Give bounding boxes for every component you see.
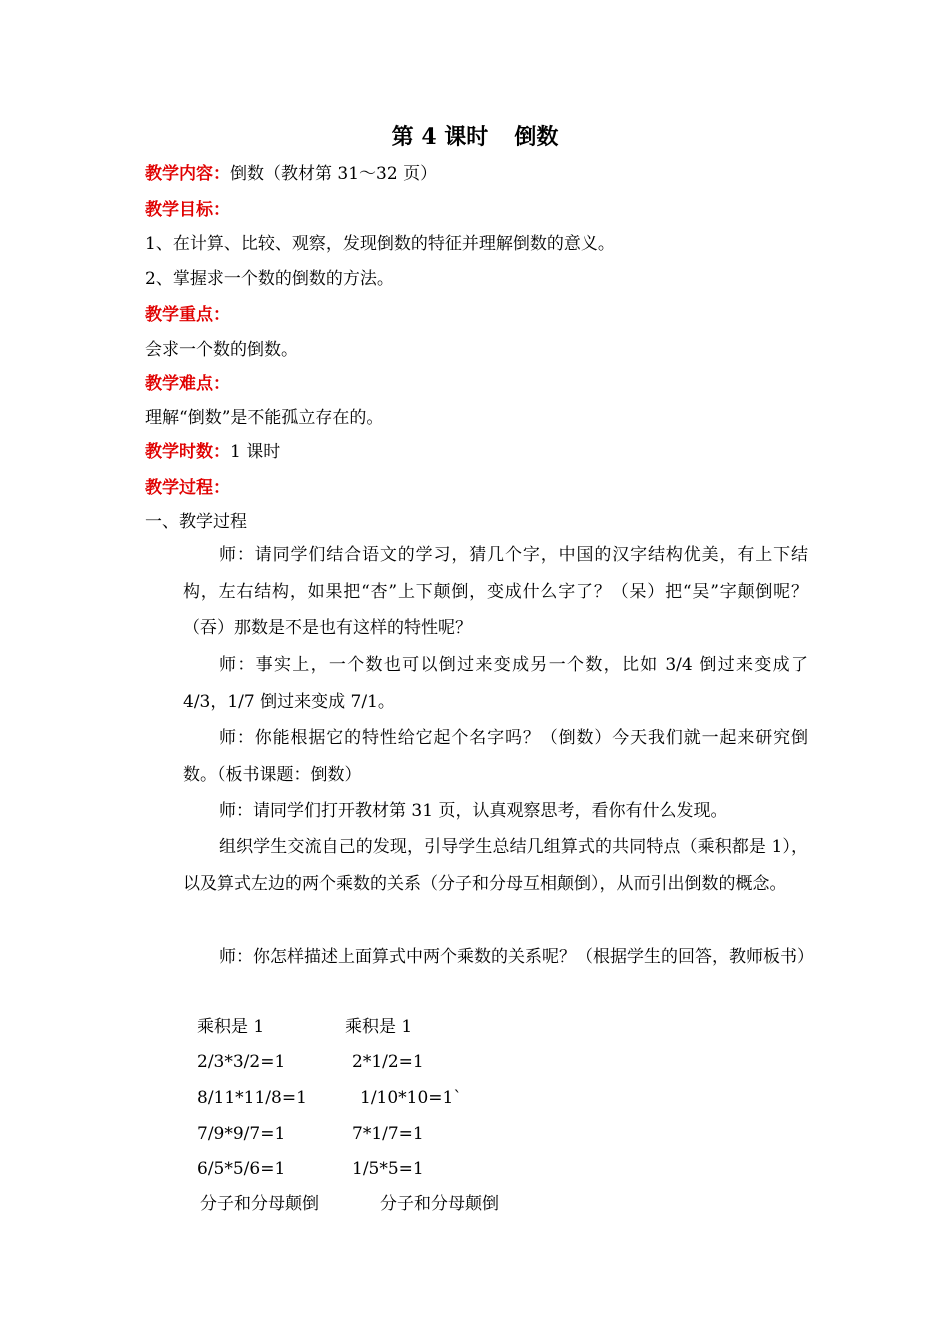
board-right-equation: 1/10*10=1`	[360, 1088, 462, 1108]
objectives-label: 教学目标：	[145, 200, 230, 220]
board-left-heading: 乘积是 1	[197, 1017, 265, 1037]
title-topic: 倒数	[514, 124, 559, 150]
objective-item: 1、在计算、比较、观察，发现倒数的特征并理解倒数的意义。	[145, 234, 615, 254]
teaching-content-label: 教学内容：	[145, 164, 230, 184]
board-right-equation: 2*1/2=1	[352, 1052, 424, 1072]
teaching-hours-label: 教学时数：	[145, 442, 230, 462]
difficulty-text: 理解“倒数”是不能孤立存在的。	[145, 408, 384, 428]
paragraph: 师：你能根据它的特性给它起个名字吗？（倒数）今天我们就一起来研究倒数。（板书课题：倒数）	[183, 728, 808, 785]
key-point-text: 会求一个数的倒数。	[145, 340, 298, 360]
board-left-equation: 6/5*5/6=1	[197, 1159, 286, 1179]
paragraph: 师：请同学们打开教材第 31 页，认真观察思考，看你有什么发现。	[219, 801, 728, 821]
board-left-equation: 7/9*9/7=1	[197, 1124, 286, 1144]
board-left-conclusion: 分子和分母颠倒	[200, 1194, 319, 1214]
title-lesson-number: 第 4 课时	[391, 124, 489, 150]
board-right-equation: 7*1/7=1	[352, 1124, 424, 1144]
paragraph: 组织学生交流自己的发现，引导学生总结几组算式的共同特点（乘积都是 1），以及算式左边的两个乘数的关系（分子和分母互相颠倒），从而引出倒数的概念。	[183, 837, 808, 894]
teaching-content	[145, 162, 437, 186]
section-heading: 一、教学过程	[145, 512, 247, 532]
board-left-equation: 8/11*11/8=1	[197, 1088, 307, 1108]
board-right-heading: 乘积是 1	[345, 1017, 413, 1037]
paragraph: 师：你怎样描述上面算式中两个乘数的关系呢？（根据学生的回答，教师板书）	[219, 947, 814, 967]
teaching-hours	[145, 440, 280, 464]
process-label: 教学过程：	[145, 478, 230, 498]
board-right-equation: 1/5*5=1	[352, 1159, 424, 1179]
key-point-label: 教学重点：	[145, 305, 230, 325]
board-right-conclusion: 分子和分母颠倒	[380, 1194, 499, 1214]
teaching-content-text: 倒数（教材第 31～32 页）	[230, 164, 438, 184]
difficulty-label: 教学难点：	[145, 374, 230, 394]
objective-item: 2、掌握求一个数的倒数的方法。	[145, 269, 394, 289]
board-left-equation: 2/3*3/2=1	[197, 1052, 286, 1072]
paragraph: 师：事实上，一个数也可以倒过来变成另一个数，比如 3/4 倒过来变成了 4/3，1/7 倒过来变成 7/1。	[183, 655, 808, 712]
lesson-title	[0, 120, 950, 151]
teaching-hours-text: 1 课时	[230, 442, 281, 462]
paragraph: 师：请同学们结合语文的学习，猜几个字，中国的汉字结构优美，有上下结构，左右结构，如果把“杏”上下颠倒，变成什么字了？（呆）把“吴”字颠倒呢？（吞）那数是不是也有这样的特性呢？	[183, 545, 808, 638]
